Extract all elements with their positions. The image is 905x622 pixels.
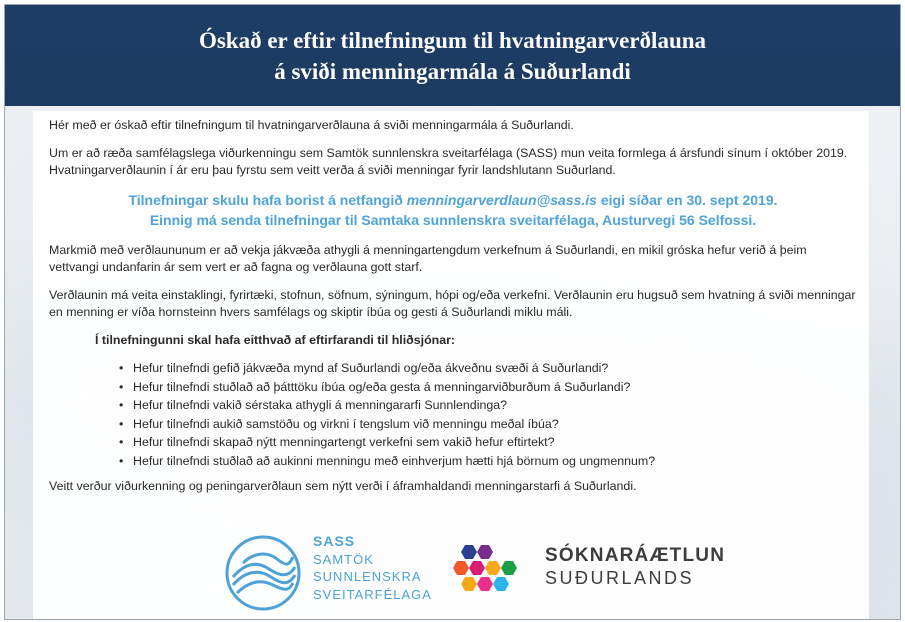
notice-address: Einnig má senda tilnefningar til Samtaka sunnlenskra sveitarfélaga, Austurvegi 56 Selfossi. — [149, 211, 757, 228]
sass-line-3: SVEITARFÉLAGA — [313, 586, 432, 602]
closing-paragraph: Veitt verður viðurkenning og peningarverðlaun sem nýtt verði í áframhaldandi menningarstarfi á Suðurlandi. — [49, 479, 637, 493]
notice-email: menningarverdlaun@sass.is — [406, 191, 597, 208]
sass-logo-text — [313, 533, 432, 603]
criteria-item: • Hefur tilnefndi stuðlað að þátttöku íbúa og/eða gesta á menningarviðburðum á Suðurlandi? — [133, 378, 857, 397]
header-banner — [5, 5, 900, 106]
sass-line-1: SAMTÖK — [313, 551, 374, 567]
title-line-1: Óskað er eftir tilnefningum til hvatningarverðlauna — [198, 27, 707, 53]
soknaraaetlun-title: SÓKNARÁÆTLUN — [545, 545, 726, 566]
criteria-item: • Hefur tilnefndi aukið samstöðu og virkni í tengslum við menningu meðal íbúa? — [133, 415, 857, 434]
logo-row — [33, 531, 869, 615]
content-panel — [33, 111, 869, 619]
criteria-item: • Hefur tilnefndi gefið jákvæða mynd af Suðurlandi og/eða ákveðnu svæði á Suðurlandi? — [133, 359, 857, 378]
criteria-item: • Hefur tilnefndi stuðlað að aukinni menningu með einhverjum hætti hjá börnum og ungmennum? — [133, 452, 857, 471]
sass-name: SASS — [313, 533, 356, 549]
notice-prefix: Tilnefningar skulu hafa borist á netfangið — [128, 191, 407, 208]
submission-notice — [49, 190, 857, 230]
document-frame — [4, 4, 901, 620]
notice-suffix: eigi síðar en 30. sept 2019. — [596, 191, 778, 208]
soknaraaetlun-logo-text — [545, 545, 725, 589]
title-line-2: á sviði menningarmála á Suðurlandi — [274, 58, 631, 84]
criteria-item: • Hefur tilnefndi skapað nýtt menningartengt verkefni sem vakið hefur eftirtekt? — [133, 433, 857, 452]
sass-wave-logo-icon — [223, 533, 303, 613]
sass-line-2: SUNNLENSKRA — [313, 569, 422, 584]
criteria-item: • Hefur tilnefndi vakið sérstaka athygli á menningararfi Sunnlendinga? — [133, 396, 857, 415]
eligibility-paragraph: Verðlaunin má veita einstaklingi, fyrirtæki, stofnun, söfnum, sýningum, hópi og/eða verkefni. Verðlaunin eru hugsuð sem hvatning á sviði menningar en menning er víða hornsteinn hvers samfélags og skiptir íbúa og gesti á Suðurlandi miklu máli. — [49, 287, 856, 319]
sass-paragraph: Um er að ræða samfélagslega viðurkenningu sem Samtök sunnlenskra sveitarfélaga (SASS) mun veita formlega á ársfundi sínum í október 2019. Hvatningarverðlaunin í ár eru þau fyrstu sem veitt verða á sviði menningar fyrir landshlutann Suðurland. — [49, 145, 848, 177]
content-body — [49, 117, 857, 506]
soknaraaetlun-hexagon-logo-icon — [453, 541, 531, 601]
soknaraaetlun-subtitle: SUÐURLANDS — [545, 568, 695, 588]
criteria-list — [95, 359, 857, 470]
intro-paragraph: Hér með er óskað eftir tilnefningum til hvatningarverðlauna á sviði menningarmála á Suðurlandi. — [49, 118, 574, 132]
criteria-section — [49, 332, 857, 471]
criteria-title: Í tilnefningunni skal hafa eitthvað af eftirfarandi til hliðsjónar: — [95, 332, 456, 347]
goal-paragraph: Markmið með verðlaununum er að vekja jákvæða athygli á menningartengdum verkefnum á Suðurlandi, en mikil gróska hefur verið á þeim vettvangi undanfarin ár sem vert er að fagna og verðlauna gott starf. — [49, 242, 807, 274]
page-title — [199, 25, 706, 87]
